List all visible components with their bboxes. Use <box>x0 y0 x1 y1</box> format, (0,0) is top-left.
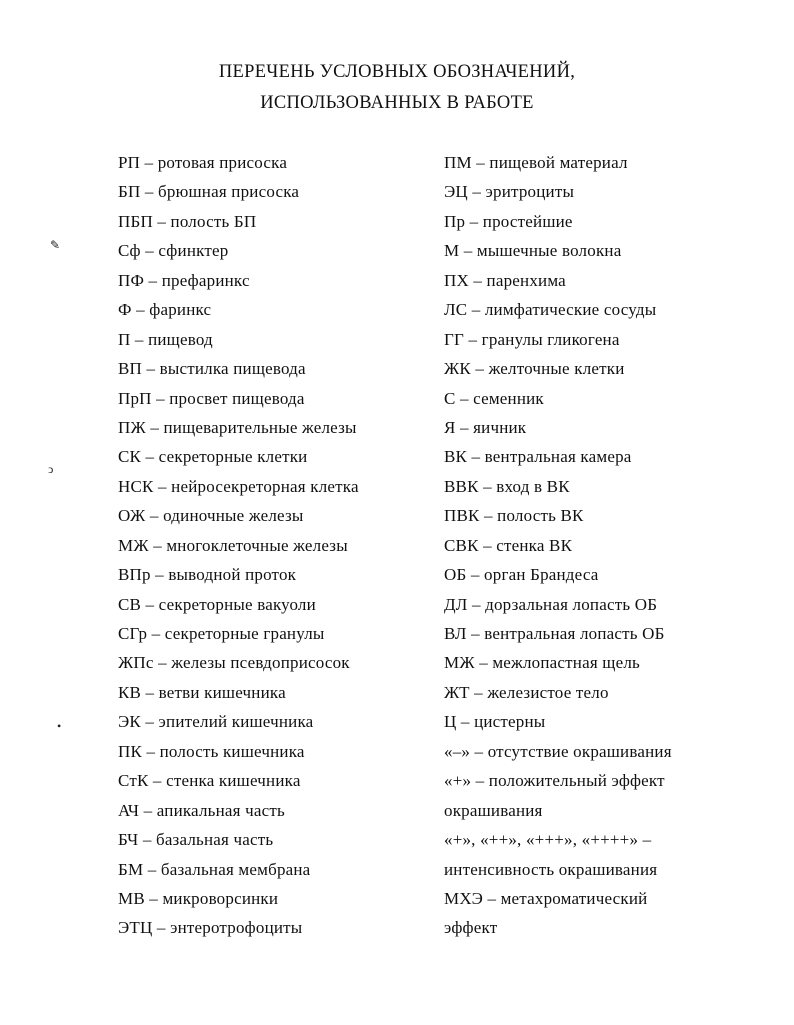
abbreviation-entry: ВЛ – вентральная лопасть ОБ <box>444 624 665 643</box>
abbreviation-entry: ЭЦ – эритроциты <box>444 182 575 202</box>
abbreviations-left-column <box>118 150 438 945</box>
abbreviation-entry: МЖ – многоклеточные железы <box>118 535 348 555</box>
abbreviation-entry: АЧ – апикальная часть <box>118 800 285 820</box>
abbreviation-entry: С – семенник <box>444 388 544 408</box>
abbreviation-entry: ЖПс – железы псевдоприсосок <box>118 653 350 673</box>
abbreviation-entry: П – пищевод <box>118 329 213 349</box>
abbreviation-entry: «+» – положительный эффект <box>444 771 665 791</box>
abbreviation-entry: БЧ – базальная часть <box>118 830 274 850</box>
abbreviation-entry: ПВК – полость ВК <box>444 506 584 526</box>
margin-mark-icon: ↄ <box>48 462 54 476</box>
abbreviation-entry: ВК – вентральная камера <box>444 447 632 467</box>
abbreviation-entry: СВК – стенка ВК <box>444 535 573 555</box>
abbreviation-entry: РП – ротовая присоска <box>118 153 288 172</box>
abbreviation-entry: ОЖ – одиночные железы <box>118 506 304 526</box>
abbreviation-entry: ЖК – желточные клетки <box>444 359 625 379</box>
abbreviation-entry: Ц – цистерны <box>444 712 546 732</box>
margin-mark-icon: ✎ <box>50 238 61 252</box>
page-title-line-2: ИСПОЛЬЗОВАННЫХ В РАБОТЕ <box>260 93 534 113</box>
abbreviation-entry: БМ – базальная мембрана <box>118 859 311 879</box>
abbreviations-right-column <box>444 150 774 945</box>
abbreviation-entry: ВВК – вход в ВК <box>444 476 570 496</box>
abbreviation-entry: ЭТЦ – энтеротрофоциты <box>118 918 303 938</box>
abbreviation-entry: М – мышечные волокна <box>444 241 622 261</box>
abbreviation-entry: КВ – ветви кишечника <box>118 682 286 702</box>
abbreviation-entry: ВПр – выводной проток <box>118 565 297 585</box>
abbreviation-entry: МЖ – межлопастная щель <box>444 653 640 673</box>
abbreviation-entry: Я – яичник <box>444 417 527 437</box>
abbreviation-entry: СтК – стенка кишечника <box>118 771 301 791</box>
abbreviation-entry: окрашивания <box>444 800 543 820</box>
abbreviation-entry: МВ – микроворсинки <box>118 888 279 908</box>
abbreviation-entry: Ф – фаринкс <box>118 300 212 320</box>
abbreviation-entry: СГр – секреторные гранулы <box>118 624 325 643</box>
abbreviation-entry: МХЭ – метахроматический <box>444 888 648 908</box>
abbreviation-entry: ЭК – эпителий кишечника <box>118 712 314 732</box>
abbreviation-entry: ПХ – паренхима <box>444 270 566 290</box>
abbreviation-entry: ПБП – полость БП <box>118 211 257 231</box>
abbreviation-entry: ПМ – пищевой материал <box>444 153 628 172</box>
margin-mark-icon: • <box>57 719 62 733</box>
abbreviation-entry: СК – секреторные клетки <box>118 447 308 467</box>
abbreviation-entry: НСК – нейросекреторная клетка <box>118 476 359 496</box>
page-title-line-1: ПЕРЕЧЕНЬ УСЛОВНЫХ ОБОЗНАЧЕНИЙ, <box>218 62 576 82</box>
abbreviation-entry: ПК – полость кишечника <box>118 741 305 761</box>
abbreviation-entry: эффект <box>444 918 498 938</box>
abbreviation-entry: ЛС – лимфатические сосуды <box>444 300 657 320</box>
abbreviation-entry: ЖТ – железистое тело <box>444 682 609 702</box>
abbreviation-entry: ВП – выстилка пищевода <box>118 359 306 379</box>
abbreviation-entry: ПрП – просвет пищевода <box>118 388 305 408</box>
abbreviation-entry: Сф – сфинктер <box>118 241 229 261</box>
abbreviation-entry: Пр – простейшие <box>444 211 573 231</box>
abbreviation-entry: интенсивность окрашивания <box>444 859 658 879</box>
abbreviation-entry: ПФ – префаринкс <box>118 270 250 290</box>
abbreviation-entry: ОБ – орган Брандеса <box>444 565 599 585</box>
abbreviation-entry: СВ – секреторные вакуоли <box>118 594 316 614</box>
abbreviation-entry: ДЛ – дорзальная лопасть ОБ <box>444 594 658 614</box>
abbreviation-entry: «–» – отсутствие окрашивания <box>444 741 672 761</box>
abbreviation-entry: БП – брюшная присоска <box>118 182 300 202</box>
abbreviation-entry: ГГ – гранулы гликогена <box>444 329 620 349</box>
abbreviation-entry: «+», «++», «+++», «++++» – <box>444 830 652 850</box>
abbreviation-entry: ПЖ – пищеварительные железы <box>118 417 357 437</box>
